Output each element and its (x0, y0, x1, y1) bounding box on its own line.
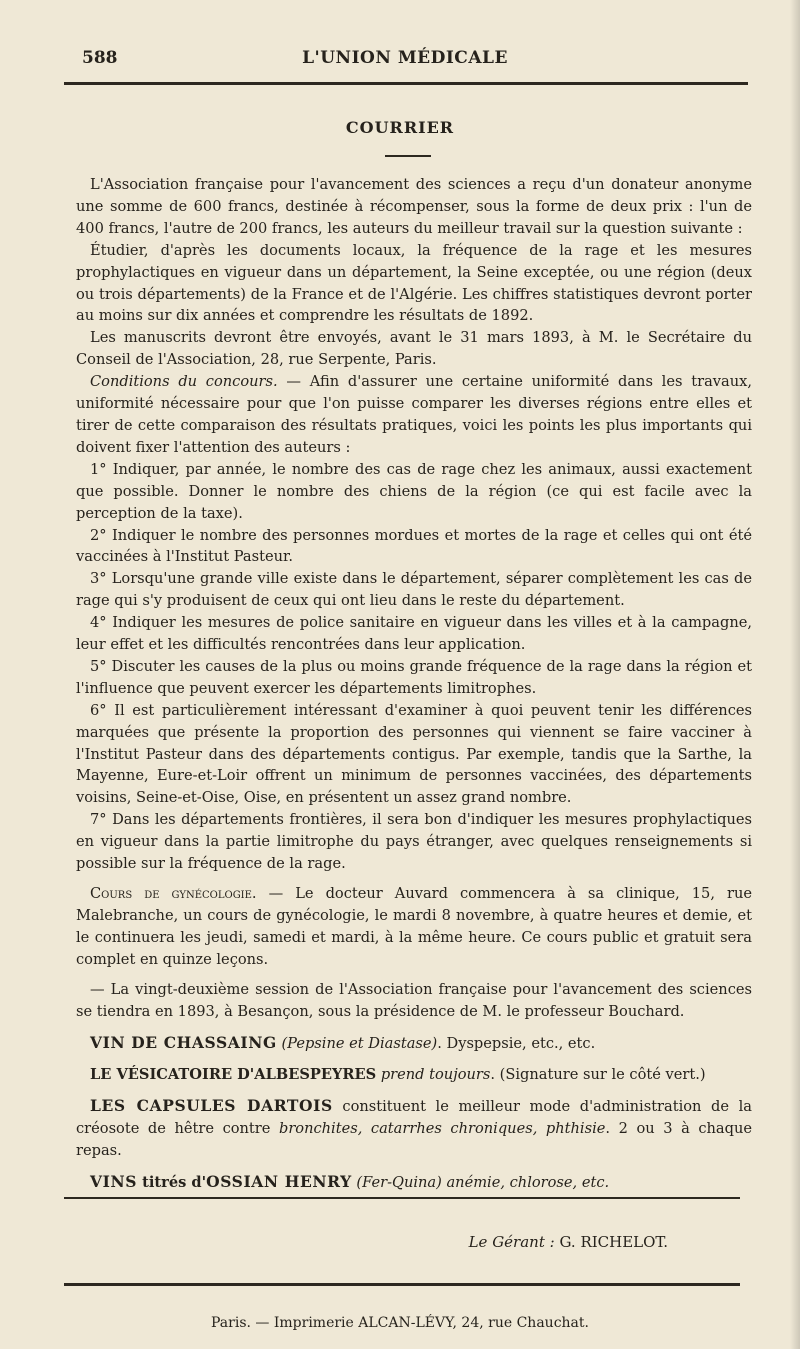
point-4: 4° Indiquer les mesures de police sanitaire en vigueur dans les villes et à la campagne, leur effet et les difficultés rencontrées dans leur application. (76, 614, 752, 654)
ad-vin-chassaing (76, 1032, 752, 1055)
point-2: 2° Indiquer le nombre des personnes mordues et mortes de la rage et celles qui ont été vaccinées à l'Institut Pasteur. (76, 526, 752, 566)
footer-rule (64, 1283, 740, 1286)
paragraph-manuscripts: Les manuscrits devront être envoyés, avant le 31 mars 1893, à M. le Secrétaire du Conseil de l'Association, 28, rue Serpente, Paris. (76, 329, 752, 369)
page-header (62, 48, 748, 76)
ad-vins-mid: titrés d' (137, 1173, 207, 1191)
point-1: 1° Indiquer, par année, le nombre des cas de rage chez les animaux, aussi exactement que possible. Donner le nombre des chiens de la région (ce qui est facile avec la perception de la taxe). (76, 460, 752, 522)
ad-capsules-name: LES CAPSULES DARTOIS (90, 1096, 333, 1116)
ad-capsules-text1: constituent le meilleur mode d'administration de la créosote de hêtre contre (76, 1098, 752, 1138)
ad-vin-text: . Dyspepsie, etc., etc. (437, 1035, 596, 1053)
page-edge-shadow (790, 0, 800, 1349)
closing-rule (64, 1197, 740, 1199)
point-6: 6° Il est particulièrement intéressant d'examiner à quoi peuvent tenir les différences marquées que présente la proportion des personnes qui viennent se faire vacciner à l'Institut Pasteur dans des départements contigus. Par exemple, tandis que la Sarthe, la Mayenne, Eure-et-Loir offrent un minimum de personnes vaccinées, des départements voisins, Seine-et-Oise, Oise, en présentent un assez grand nombre. (76, 701, 752, 807)
signature-label: Le Gérant : (468, 1233, 555, 1251)
ad-vins-name2: OSSIAN HENRY (206, 1171, 352, 1191)
ad-vesicatoire (76, 1064, 752, 1086)
ad-vin-paren: (Pepsine et Diastase) (281, 1035, 438, 1053)
signature (0, 1233, 668, 1251)
ad-vins-italic: anémie, chlorose, etc. (446, 1173, 610, 1191)
ad-capsules-italic: bronchites, catarrhes chroniques, phthisie (278, 1120, 606, 1138)
ad-vesicatoire-italic: prend toujours (380, 1066, 491, 1084)
ad-vins-paren: (Fer-Quina) (351, 1173, 447, 1191)
paragraph-announcement: L'Association française pour l'avancement des sciences a reçu d'un donateur anonyme une somme de 600 francs, destinée à récompenser, sous la forme de deux prix : l'un de 400 francs, l'autre de 200 francs, les auteurs du meilleur travail sur la question suivante : (76, 176, 752, 237)
article-body (76, 174, 752, 1194)
cours-label: Cours de gynécologie. (90, 885, 257, 902)
ad-vin-name: VIN DE CHASSAING (90, 1033, 277, 1053)
conditions-label: Conditions du concours. (90, 373, 278, 391)
ad-vins-name1: VINS (90, 1171, 138, 1191)
paragraph-question: Étudier, d'après les documents locaux, la fréquence de la rage et les mesures prophylactiques en vigueur dans un département, la Seine exceptée, ou une région (deux ou trois départements) de la France et de l'Algérie. Les chiffres statistiques devront porter au moins sur dix années et comprendre les résultats de 1892. (76, 241, 752, 325)
point-5: 5° Discuter les causes de la plus ou moins grande fréquence de la rage dans la région et l'influence que peuvent exercer les départements limitrophes. (76, 657, 752, 697)
ad-capsules-text2: . 2 ou 3 à chaque repas. (76, 1120, 752, 1160)
journal-title: L'UNION MÉDICALE (302, 48, 508, 68)
ad-vesicatoire-name: LE VÉSICATOIRE D'ALBESPEYRES (90, 1066, 377, 1084)
cours-text: — Le docteur Auvard commencera à sa clinique, 15, rue Malebranche, un cours de gynécologie, le mardi 8 novembre, à quatre heures et demie, et le continuera les jeudi, samedi et mardi, à la même heure. Ce cours public et gratuit sera complet en quinze leçons. (76, 885, 752, 968)
header-rule (64, 82, 748, 85)
point-7: 7° Dans les départements frontières, il sera bon d'indiquer les mesures prophylactiques en vigueur dans la partie limitrophe du pays étranger, avec quelques renseignements si possible sur la fréquence de la rage. (76, 811, 752, 873)
section-title: COURRIER (345, 118, 455, 137)
printer-footer: Paris. — Imprimerie ALCAN-LÉVY, 24, rue Chauchat. (211, 1315, 589, 1331)
paragraph-session: — La vingt-deuxième session de l'Association française pour l'avancement des sciences se tiendra en 1893, à Besançon, sous la présidence de M. le professeur Bouchard. (76, 980, 752, 1020)
page-number: 588 (82, 48, 118, 68)
paragraph-cours (76, 883, 752, 971)
paragraph-conditions (76, 371, 752, 459)
ad-vesicatoire-text: . (Signature sur le côté vert.) (490, 1066, 706, 1084)
ad-vins-ossian (76, 1171, 752, 1194)
title-rule (385, 155, 431, 157)
conditions-text: — Afin d'assurer une certaine uniformité dans les travaux, uniformité nécessaire pour que l'on puisse comparer les diverses régions entre elles et tirer de cette comparaison des résultats pratiques, voici les points les plus importants qui doivent fixer l'attention des auteurs : (76, 373, 752, 456)
signature-name: G. RICHELOT. (554, 1233, 668, 1251)
ad-capsules-dartois (76, 1095, 752, 1162)
point-3: 3° Lorsqu'une grande ville existe dans le département, séparer complètement les cas de rage qui s'y produisent de ceux qui ont lieu dans le reste du département. (76, 570, 752, 610)
